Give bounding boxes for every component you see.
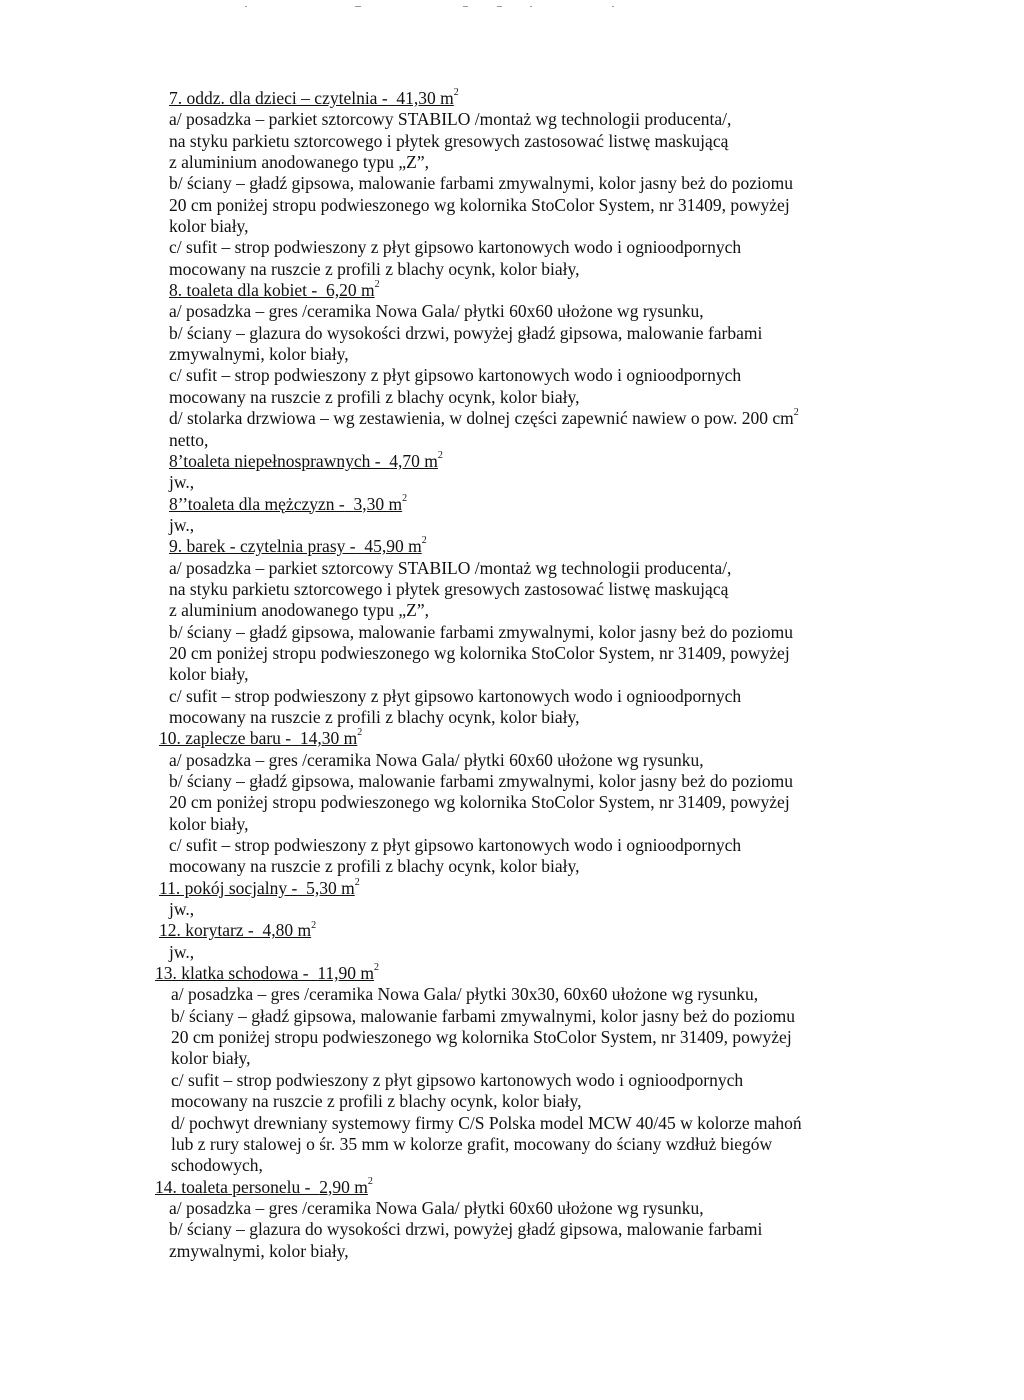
heading-gap — [254, 920, 263, 940]
spec-line — [171, 1134, 989, 1155]
spec-text: a/ posadzka – gres /ceramika Nowa Gala/ płytki 60x60 ułożone wg rysunku, — [169, 301, 704, 322]
spec-text: b/ ściany – glazura do wysokości drzwi, powyżej gładź gipsowa, malowanie farbami — [169, 1219, 763, 1240]
unit-superscript: 2 — [793, 407, 799, 419]
spec-text: d/ stolarka drzwiowa – wg zestawienia, w dolnej części zapewnić nawiew o pow. 200 cm — [169, 408, 794, 429]
spec-line — [169, 835, 989, 856]
spec-line — [169, 109, 989, 130]
spec-text: mocowany na ruszcie z profili z blachy ocynk, kolor biały, — [169, 706, 580, 727]
spec-line — [169, 558, 989, 579]
spec-text: jw., — [169, 941, 195, 962]
area-unit-superscript: 2 — [421, 535, 427, 547]
spec-text: 20 cm poniżej stropu podwieszonego wg kolornika StoColor System, nr 31409, powyżej — [171, 1027, 792, 1048]
room-name: 10. zaplecze baru - — [159, 728, 292, 749]
spec-line — [169, 131, 989, 152]
spec-line — [169, 771, 989, 792]
room-name: 8’toaleta niepełnosprawnych - — [169, 450, 381, 471]
spec-text: jw., — [169, 514, 195, 535]
spec-line — [171, 1048, 989, 1069]
spec-line — [169, 707, 989, 728]
spec-text: kolor biały, — [171, 1048, 251, 1069]
section-heading — [169, 451, 989, 472]
spec-text: a/ posadzka – gres /ceramika Nowa Gala/ płytki 60x60 ułożone wg rysunku, — [169, 749, 704, 770]
spec-text: jw., — [169, 899, 195, 920]
spec-text: kolor biały, — [169, 813, 249, 834]
room-area: 14,30 m — [299, 728, 358, 749]
spec-text: 20 cm poniżej stropu podwieszonego wg kolornika StoColor System, nr 31409, powyżej — [169, 642, 790, 663]
room-area: 2,90 m — [319, 1176, 368, 1197]
spec-text: b/ ściany – gładź gipsowa, malowanie farbami zmywalnymi, kolor jasny beż do poziomu — [169, 621, 794, 642]
room-name: 7. oddz. dla dzieci – czytelnia - — [169, 88, 388, 108]
section-heading — [159, 878, 989, 899]
section-heading — [159, 728, 989, 749]
spec-line — [169, 301, 989, 322]
spec-line — [169, 622, 989, 643]
spec-text: kolor biały, — [169, 216, 249, 237]
spec-text: jw., — [169, 472, 195, 493]
spec-text: b/ ściany – gładź gipsowa, malowanie farbami zmywalnymi, kolor jasny beż do poziomu — [169, 173, 794, 194]
room-name: 12. korytarz - — [159, 920, 254, 941]
spec-text: z aluminium anodowanego typu „Z”, — [169, 600, 429, 621]
spec-line — [169, 750, 989, 771]
room-area: 41,30 m — [396, 88, 454, 108]
spec-text: na styku parkietu sztorcowego i płytek gresowych zastosować listwę maskującą — [169, 130, 729, 151]
spec-text: b/ ściany – glazura do wysokości drzwi, powyżej gładź gipsowa, malowanie farbami — [169, 322, 763, 343]
spec-line — [169, 408, 989, 429]
section-heading — [169, 536, 989, 557]
spec-text: na styku parkietu sztorcowego i płytek gresowych zastosować listwę maskującą — [169, 578, 729, 599]
scan-dot — [245, 6, 247, 7]
spec-line — [171, 1006, 989, 1027]
spec-line — [169, 899, 989, 920]
section-heading — [169, 88, 989, 109]
spec-text: lub z rury stalowej o śr. 35 mm w kolorze grafit, mocowany do ściany wzdłuż biegów — [171, 1133, 773, 1154]
room-area: 11,90 m — [317, 963, 375, 984]
spec-line — [169, 344, 989, 365]
spec-text: c/ sufit – strop podwieszony z płyt gipsowo kartonowych wodo i ognioodpornych — [169, 835, 742, 856]
section-heading — [155, 963, 989, 984]
scan-artifacts — [0, 0, 1024, 20]
area-unit-superscript: 2 — [453, 87, 459, 99]
area-unit-superscript: 2 — [367, 1175, 373, 1187]
spec-text: 20 cm poniżej stropu podwieszonego wg kolornika StoColor System, nr 31409, powyżej — [169, 792, 790, 813]
spec-text: kolor biały, — [169, 664, 249, 685]
spec-line — [169, 173, 989, 194]
spec-text: b/ ściany – gładź gipsowa, malowanie farbami zmywalnymi, kolor jasny beż do poziomu — [169, 771, 794, 791]
scan-dot — [355, 6, 361, 7]
scan-dot — [463, 6, 468, 7]
spec-line — [171, 1155, 989, 1176]
spec-text: zmywalnymi, kolor biały, — [169, 1240, 349, 1261]
heading-gap — [317, 280, 326, 300]
area-unit-superscript: 2 — [354, 876, 360, 888]
spec-line — [171, 1027, 989, 1048]
scan-dot — [530, 6, 532, 7]
area-unit-superscript: 2 — [374, 279, 380, 291]
spec-text: b/ ściany – gładź gipsowa, malowanie farbami zmywalnymi, kolor jasny beż do poziomu — [171, 1005, 796, 1026]
room-name: 9. barek - czytelnia prasy - — [169, 536, 356, 557]
spec-text: z aluminium anodowanego typu „Z”, — [169, 152, 429, 173]
heading-gap — [381, 451, 390, 471]
scan-dot — [497, 6, 502, 7]
spec-line — [169, 323, 989, 344]
spec-line — [169, 195, 989, 216]
area-unit-superscript: 2 — [437, 450, 443, 462]
section-heading — [159, 920, 989, 941]
room-area: 4,80 m — [262, 920, 312, 941]
document-body — [155, 87, 989, 1262]
scan-dot — [612, 6, 614, 7]
section-heading — [169, 280, 989, 301]
spec-line — [169, 856, 989, 877]
spec-line — [169, 515, 989, 536]
spec-line — [169, 430, 989, 451]
spec-line — [171, 1113, 989, 1134]
spec-line — [169, 686, 989, 707]
spec-text: c/ sufit – strop podwieszony z płyt gipsowo kartonowych wodo i ognioodpornych — [171, 1069, 744, 1090]
spec-line — [169, 814, 989, 835]
spec-line — [169, 643, 989, 664]
area-unit-superscript: 2 — [311, 919, 317, 931]
spec-text: c/ sufit – strop podwieszony z płyt gipsowo kartonowych wodo i ognioodpornych — [169, 365, 742, 386]
room-area: 3,30 m — [353, 493, 403, 514]
spec-line — [169, 664, 989, 685]
spec-text: c/ sufit – strop podwieszony z płyt gipsowo kartonowych wodo i ognioodpornych — [169, 237, 742, 258]
spec-text: zmywalnymi, kolor biały, — [169, 344, 349, 365]
spec-line — [169, 152, 989, 173]
spec-line — [169, 259, 989, 280]
heading-gap — [311, 1177, 320, 1197]
spec-line — [169, 216, 989, 237]
spec-text: a/ posadzka – parkiet sztorcowy STABILO /montaż wg technologii producenta/, — [169, 557, 732, 578]
section-heading — [169, 494, 989, 515]
room-area: 4,70 m — [389, 450, 438, 471]
spec-line — [169, 365, 989, 386]
spec-line — [169, 579, 989, 600]
spec-text: a/ posadzka – parkiet sztorcowy STABILO /montaż wg technologii producenta/, — [169, 109, 732, 130]
spec-line — [169, 1219, 989, 1240]
spec-text: mocowany na ruszcie z profili z blachy ocynk, kolor biały, — [169, 386, 580, 407]
room-name: 8’’toaleta dla mężczyzn - — [169, 493, 345, 514]
room-area: 6,20 m — [325, 280, 375, 301]
spec-text: a/ posadzka – gres /ceramika Nowa Gala/ płytki 60x60 ułożone wg rysunku, — [169, 1197, 704, 1218]
spec-line — [169, 1241, 989, 1262]
spec-text: c/ sufit – strop podwieszony z płyt gipsowo kartonowych wodo i ognioodpornych — [169, 685, 742, 706]
spec-line — [169, 942, 989, 963]
room-name: 8. toaleta dla kobiet - — [169, 280, 318, 301]
spec-line — [169, 387, 989, 408]
spec-text: netto, — [169, 429, 209, 450]
room-name: 11. pokój socjalny - — [159, 877, 298, 898]
spec-line — [169, 237, 989, 258]
spec-line — [169, 1198, 989, 1219]
spec-line — [169, 792, 989, 813]
area-unit-superscript: 2 — [357, 727, 363, 739]
spec-text: mocowany na ruszcie z profili z blachy ocynk, kolor biały, — [171, 1091, 582, 1112]
room-name: 13. klatka schodowa - — [155, 963, 309, 984]
room-area: 45,90 m — [364, 536, 422, 557]
spec-text: 20 cm poniżej stropu podwieszonego wg kolornika StoColor System, nr 31409, powyżej — [169, 194, 790, 215]
spec-text: mocowany na ruszcie z profili z blachy ocynk, kolor biały, — [169, 258, 580, 279]
spec-text: mocowany na ruszcie z profili z blachy ocynk, kolor biały, — [169, 856, 580, 877]
room-area: 5,30 m — [306, 877, 355, 898]
spec-text: d/ pochwyt drewniany systemowy firmy C/S Polska model MCW 40/45 w kolorze mahoń — [171, 1112, 802, 1133]
heading-gap — [297, 878, 306, 898]
spec-line — [169, 600, 989, 621]
spec-line — [171, 1070, 989, 1091]
spec-text: a/ posadzka – gres /ceramika Nowa Gala/ płytki 30x30, 60x60 ułożone wg rysunku, — [171, 984, 759, 1005]
spec-line — [169, 472, 989, 493]
heading-gap — [291, 728, 300, 748]
spec-line — [171, 1091, 989, 1112]
area-unit-superscript: 2 — [374, 962, 380, 974]
room-name: 14. toaleta personelu - — [155, 1176, 311, 1197]
area-unit-superscript: 2 — [402, 492, 408, 504]
spec-line — [171, 984, 989, 1005]
spec-text: schodowych, — [171, 1155, 263, 1176]
section-heading — [155, 1177, 989, 1198]
